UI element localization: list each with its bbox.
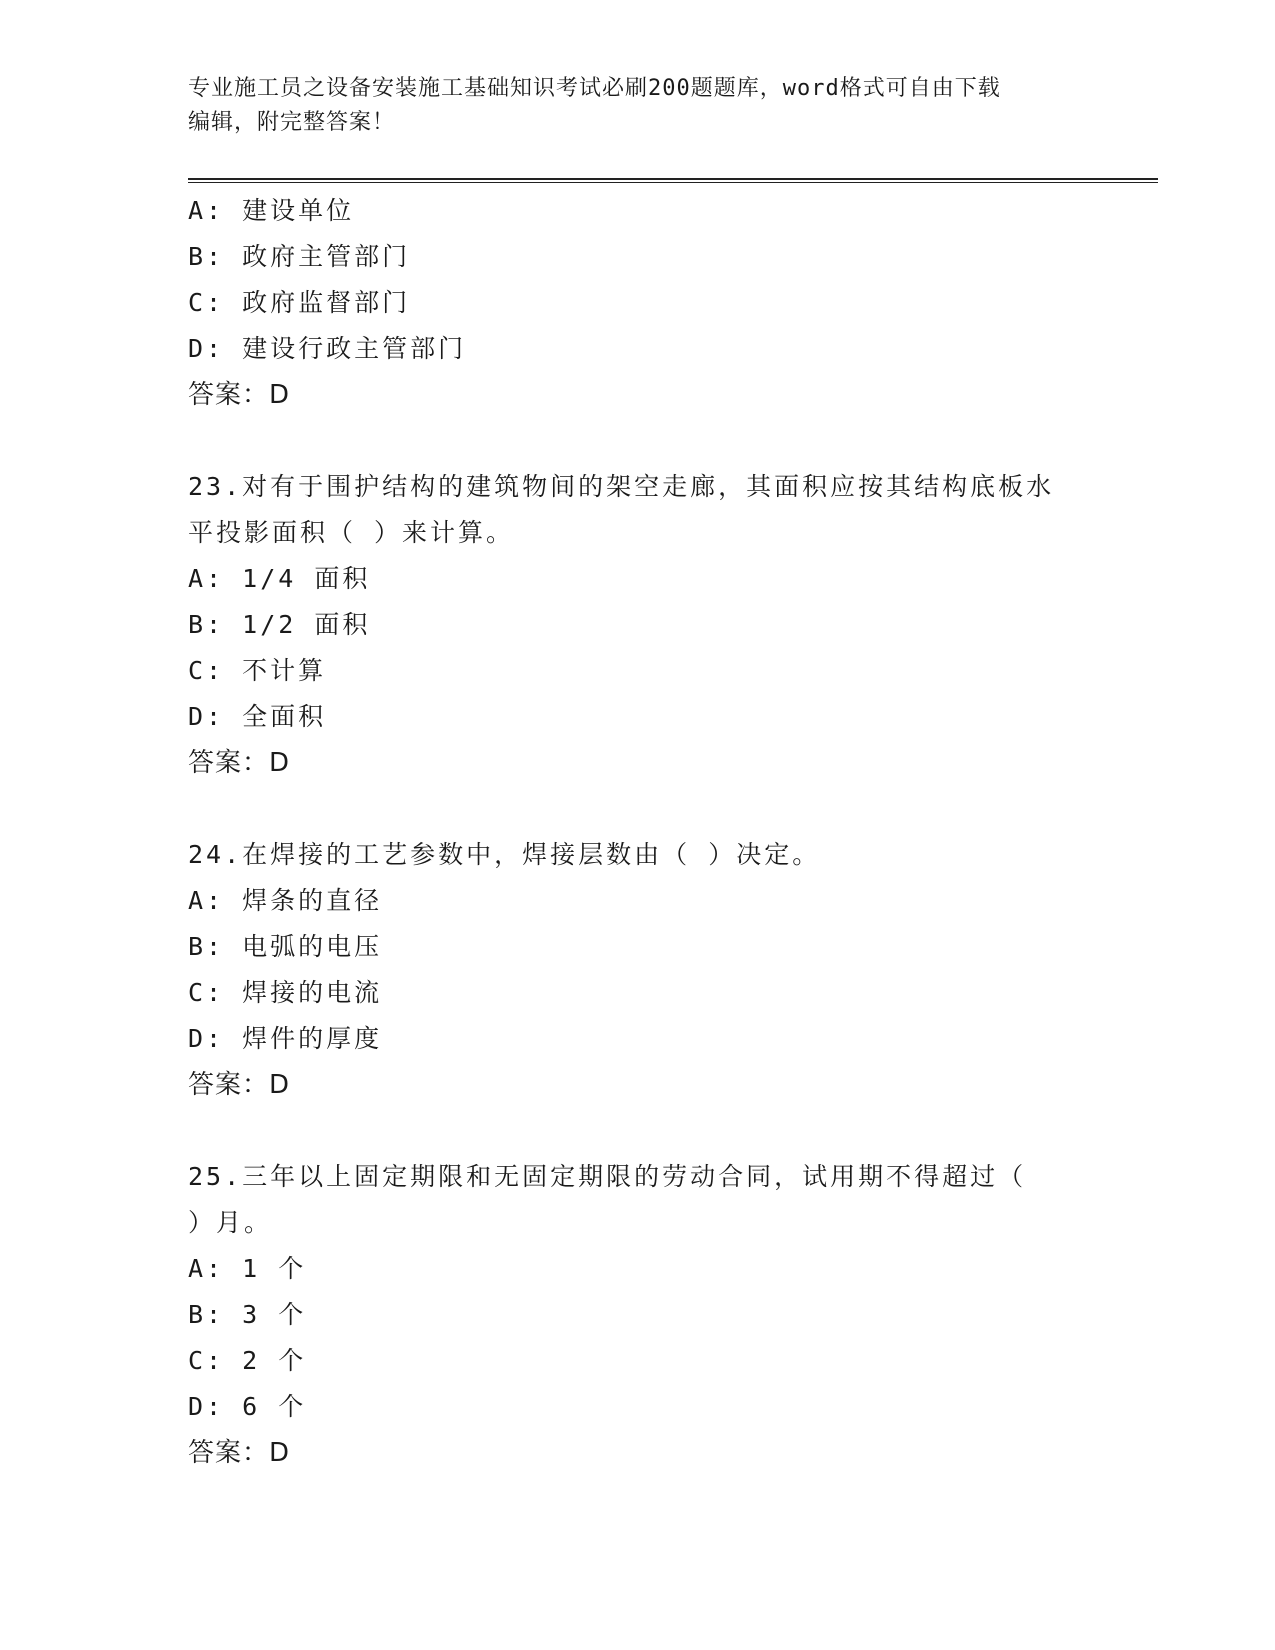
option-a: A: 1/4 面积: [188, 564, 371, 593]
option-a: A: 焊条的直径: [188, 886, 383, 915]
answer-line: 答案：D: [188, 1438, 291, 1468]
option-d: D: 建设行政主管部门: [188, 334, 467, 363]
answer-line: 答案：D: [188, 380, 291, 410]
option-b: B: 1/2 面积: [188, 610, 371, 639]
question-23: [188, 464, 1088, 786]
question-24: [188, 832, 1088, 1108]
header-divider: [188, 178, 1158, 183]
header-line-1: 专业施工员之设备安装施工基础知识考试必刷200题题库，word格式可自由下载: [188, 76, 1001, 101]
document-header: [188, 72, 1088, 140]
option-c: C: 2 个: [188, 1346, 307, 1375]
option-b: B: 政府主管部门: [188, 242, 411, 271]
question-22-continuation: [188, 188, 1088, 418]
header-line-2: 编辑，附完整答案！: [188, 110, 396, 135]
question-text-line: 24.在焊接的工艺参数中，焊接层数由（ ）决定。: [188, 840, 821, 869]
option-d: D: 焊件的厚度: [188, 1024, 383, 1053]
answer-line: 答案：D: [188, 748, 291, 778]
option-a: A: 1 个: [188, 1254, 307, 1283]
question-text-line: ）月。: [188, 1208, 273, 1237]
question-text-line: 平投影面积（ ）来计算。: [188, 518, 515, 547]
option-d: D: 6 个: [188, 1392, 307, 1421]
option-b: B: 3 个: [188, 1300, 307, 1329]
option-d: D: 全面积: [188, 702, 327, 731]
option-c: C: 政府监督部门: [188, 288, 411, 317]
option-b: B: 电弧的电压: [188, 932, 383, 961]
question-25: [188, 1154, 1088, 1476]
option-c: C: 焊接的电流: [188, 978, 383, 1007]
question-text-line: 25.三年以上固定期限和无固定期限的劳动合同，试用期不得超过（: [188, 1162, 1027, 1191]
option-c: C: 不计算: [188, 656, 327, 685]
question-text-line: 23.对有于围护结构的建筑物间的架空走廊，其面积应按其结构底板水: [188, 472, 1055, 501]
option-a: A: 建设单位: [188, 196, 355, 225]
answer-line: 答案：D: [188, 1070, 291, 1100]
question-list: [188, 188, 1088, 1476]
